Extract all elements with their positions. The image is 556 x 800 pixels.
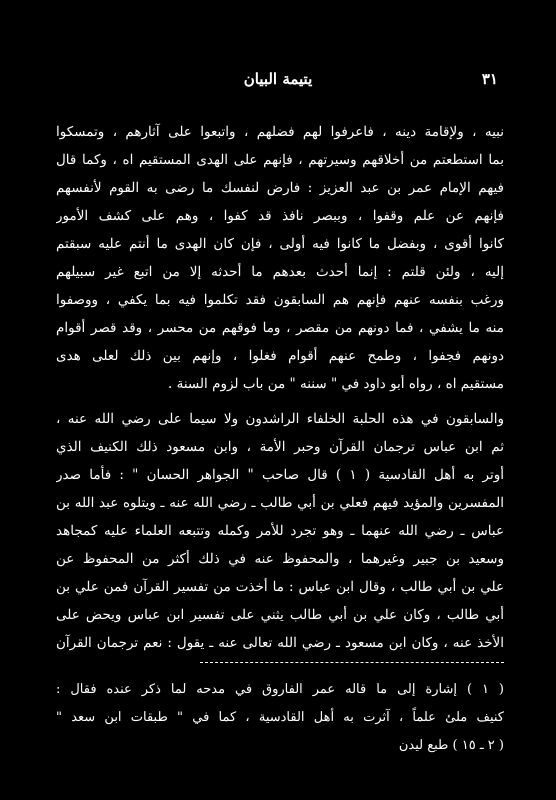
paragraph-2-line: وسعيد بن جبير وغيرهما ، والمحفوظ عنه في ذلك أكثر من المحفوظ عن [56, 551, 504, 567]
running-title: يتيمة البيان [243, 70, 313, 88]
paragraph-1-line: إليه ، ولئن قلتم : إنما أحدث بعدهم ما أحدثه إلا من اتبع غير سبيلهم [56, 264, 504, 280]
paragraph-2-line: عباس ـ رضي الله عنهما ـ وهو تجرد للأمر وكمله وتتبعه العلماء عليه كمجاهد [56, 523, 504, 539]
paragraph-2-line: أوتر به أهل القادسية ( ١ ) قال صاحب " الجواهر الحسان " : فأما صدر [56, 467, 504, 483]
paragraph-1-line: فإنهم عن علم وقفوا ، وببصر نافذ قد كفوا ، وهم على كشف الأمور [56, 208, 504, 224]
paragraph-1-line: بما استطعتم من أخلاقهم وسيرتهم ، فإنهم على الهدى المستقيم اه ، وكما قال [56, 152, 504, 168]
paragraph-1-line: كانوا أقوى ، وبفضل ما كانوا فيه أولى ، فإن كان الهدى ما أنتم عليه سبقتم [56, 236, 504, 252]
footnote-divider [200, 662, 504, 663]
paragraph-1-line: نبيه ، ولإقامة دينه ، فاعرفوا لهم فضلهم ، واتبعوا على آثارهم ، وتمسكوا [56, 124, 504, 140]
paragraph-1-line: فيهم الإمام عمر بن عبد العزيز : فارض لنفسك ما رضى به القوم لأنفسهم [56, 180, 504, 196]
paragraph-2-line: والسابقون في هذه الحلبة الخلفاء الراشدون ولا سيما على رضي الله عنه ، [56, 411, 504, 427]
paragraph-2-line: ثم ابن عباس ترجمان القرآن وحبر الأمة ، وابن مسعود ذلك الكنيف الذي [56, 439, 504, 455]
footnote-line: كنيف ملئ علماً ، آثرت به أهل القادسية ، كما في " طبقات ابن سعد " [56, 710, 504, 725]
paragraph-1-line: مستقيم اه ، رواه أبو داود في " سننه " من باب لزوم السنة . [168, 376, 504, 392]
paragraph-1-line: ورغب بنفسه عنهم فإنهم هم السابقون فقد تكلموا فيه بما يكفي ، ووصفوا [56, 292, 504, 308]
paragraph-2-line: أبي طالب ، وكان علي بن أبي طالب يثني على تفسير ابن عباس ويحض على [56, 607, 504, 623]
paragraph-2-line: المفسرين والمؤيد فيهم فعلي بن أبي طالب ـ رضي الله عنه ـ ويتلوه عبد الله بن [56, 495, 504, 511]
paragraph-1-line: منه ما يشفي ، فما دونهم من مقصر ، وما فوقهم من محسر ، وقد قصر أقوام [56, 320, 504, 336]
footnote-line: ( ١ ) إشارة إلى ما قاله عمر الفاروق في مدحه لما ذكر عنده فقال : [56, 682, 504, 697]
paragraph-2-line: الأخذ عنه ، وكان ابن مسعود ـ رضي الله تعالى عنه ـ يقول : نعم ترجمان القرآن [56, 635, 504, 651]
paragraph-2-line: علي بن أبي طالب ، وقال ابن عباس : ما أخذت من تفسير القرآن فمن علي بن [56, 579, 504, 595]
paragraph-1-line: دونهم فجفوا ، وطمح عنهم أقوام فغلوا ، وإنهم بين ذلك لعلى هدى [56, 348, 504, 364]
page-header [58, 70, 498, 96]
page-number: ٣١ [481, 70, 498, 88]
footnote-line: ( ٢ ـ ١٥ ) طبع ليدن [398, 738, 504, 753]
